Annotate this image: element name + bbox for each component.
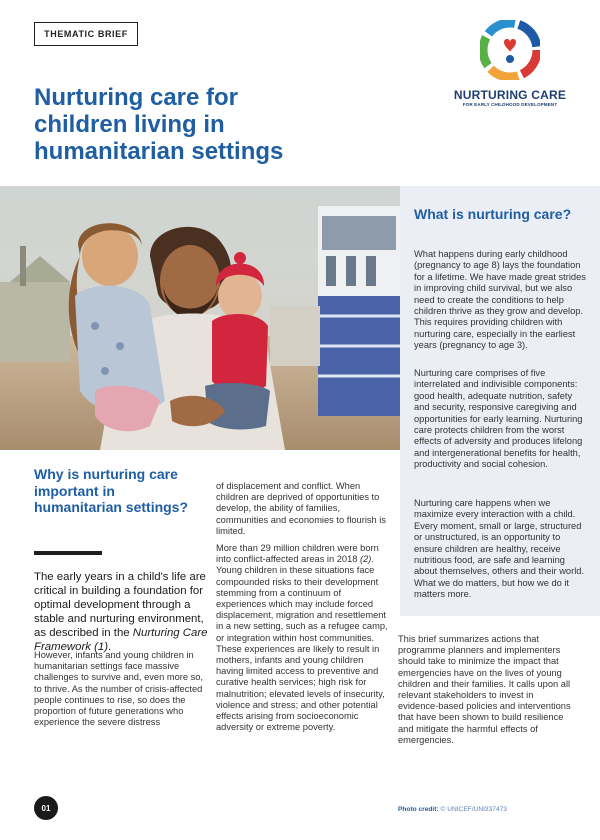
credit-label: Photo credit: (398, 806, 439, 813)
sidebar-paragraph: What happens during early childhood (pregnancy to age 8) lays the foundation for a lifetime. We have made great strides in improving child survival, but we also need to create the conditions to help children thrive as they grow and develop. This requires providing children with nurturing care, especially in the earliest years (pregnancy to age 3). (414, 249, 586, 351)
sidebar-paragraph: Nurturing care happens when we maximize every interaction with a child. Every moment, small or large, structured or unstructured, is an opportunity to ensure children are healthy, receive nutritious food, are safe and learning about themselves, others and their world. What we do matters, but how we do it matters more. (414, 498, 585, 600)
lead-end: . (108, 641, 112, 653)
reference-citation: (2) (360, 554, 372, 565)
framework-reference: Nurturing Care Framework (1) (34, 627, 208, 653)
body-paragraph: of displacement and conflict. When children are deprived of opportunities to develop, the ability of families, communities and economies to flourish is limited. (216, 481, 387, 536)
photo-illustration (0, 186, 400, 450)
logo-title: NURTURING CARE (453, 88, 567, 102)
nurturing-care-wheel-icon (480, 20, 540, 80)
photo-father-with-children (0, 186, 400, 450)
body-paragraph (216, 543, 388, 733)
body-paragraph: However, infants and young children in humanitarian settings face massive challenges to survive and, even more so, to thrive. As the number of crisis-affected people continues to rise, so does the proportion of future generations who experience the severe distress (34, 650, 203, 728)
page-number-badge (34, 796, 58, 820)
page-number: 01 (41, 803, 51, 813)
section-heading: Why is nurturing care important in humanitarian settings? (34, 466, 189, 515)
child-icon (506, 55, 514, 63)
lead-text: The early years in a child's life are critical in building a foundation for optimal development through a stable and nurturing environment, as described in the (34, 571, 206, 639)
credit-value: © UNICEF/UNI337473 (440, 806, 507, 813)
sidebar-paragraph: Nurturing care comprises of five interrelated and indivisible components: good health, adequate nutrition, safety and security, responsive caregiving and opportunities for early learning. Nurturing care protects children from the worst effects of adversity and produces lifelong and intergenerational benefits for health, productivity and social cohesion. (414, 368, 583, 470)
logo-subtitle: FOR EARLY CHILDHOOD DEVELOPMENT (462, 102, 558, 107)
document-type-label: THEMATIC BRIEF (44, 29, 128, 39)
heart-icon (504, 39, 516, 52)
sidebar-heading: What is nurturing care? (414, 206, 572, 222)
page-title: Nurturing care for children living in humanitarian settings (34, 84, 284, 165)
photo-credit (398, 806, 507, 813)
body-text: . Young children in these situations face compounded risks to their development stemming from a continuum of experiences which may include forced displacement, migration and resettlement in a new setting, such as a refugee camp, or integration within host communities. These experiences are likely to result in mothers, infants and young children having limited access to preventive and curative health services; high risk for malnutrition; elevated levels of insecurity, violence and stress; and other potential effects arising from socioeconomic adversity or extreme poverty. (216, 554, 388, 733)
body-paragraph: This brief summarizes actions that programme planners and implementers should take to minimize the impact that emergencies have on the lives of young children and their families. It calls upon all relevant stakeholders to invest in evidence-based policies and interventions that have been shown to build resilience and mitigate the harmful effects of emergencies. (398, 634, 571, 745)
nurturing-care-logo (448, 20, 572, 110)
document-type-tag (34, 22, 138, 46)
lead-paragraph (34, 570, 214, 654)
heading-divider (34, 551, 102, 555)
body-text: More than 29 million children were born into conflict-affected areas in 2018 (216, 543, 379, 565)
